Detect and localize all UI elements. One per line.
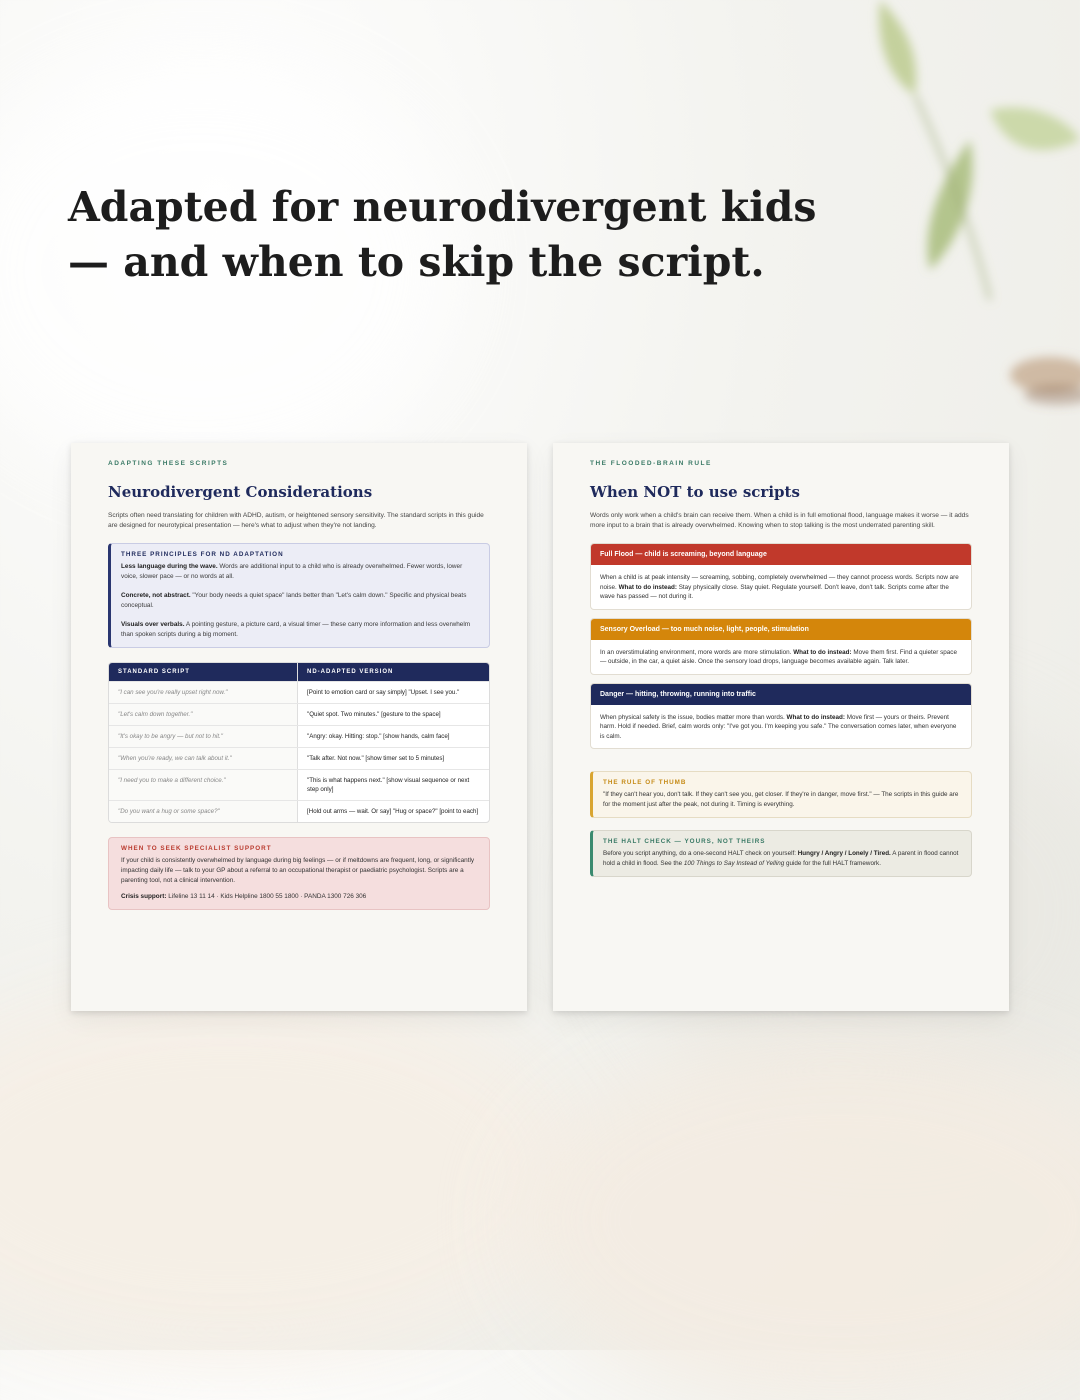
page-eyebrow: ADAPTING THESE SCRIPTS: [108, 460, 229, 467]
page-intro: Scripts often need translating for children with ADHD, autism, or heightened sensory sensitivity. The standard scripts in this guide are designed for neurotypical presentation — here's what to adjust when they're not landing.: [108, 512, 484, 529]
background-fabric: [0, 980, 580, 1360]
table-row: "Let's calm down together." "Quiet spot. Two minutes." [gesture to the space]: [109, 703, 489, 725]
rule-of-thumb-box: [590, 771, 972, 818]
headline: [68, 180, 828, 290]
flood-card-title: Sensory Overload — too much noise, light, people, stimulation: [591, 619, 971, 640]
script-comparison-table: [108, 662, 490, 823]
flood-card-body: When physical safety is the issue, bodies matter more than words. What to do instead: Move first — yours or theirs. Prevent harm. Hold if needed. Brief, calm words only: "I've got you. I'm keeping you safe." The conversation comes later, when everyone is calm.: [600, 713, 957, 740]
principles-box: [108, 543, 490, 648]
specialist-text: If your child is consistently overwhelmed by language during big feelings — or if meltdowns are frequent, long, or significantly impacting daily life — talk to your GP about a referral to an occupational therapist or paediatric psychologist. Scripts are a parenting tool, not a clinical intervention.: [121, 857, 475, 884]
headline-line-2: — and when to skip the script.: [68, 238, 765, 286]
principle-item: Concrete, not abstract. "Your body needs a quiet space" lands better than "Let's calm down." Specific and physical beats conceptual.: [121, 592, 467, 609]
halt-check-box: [590, 830, 972, 877]
principles-title: THREE PRINCIPLES FOR ND ADAPTATION: [121, 551, 284, 558]
column-header: STANDARD SCRIPT: [109, 663, 298, 681]
page-intro: Words only work when a child's brain can receive them. When a child is in full emotional flood, language makes it worse — it adds more input to a brain that is already overwhelmed. Knowing when to stop talking is the most underrated parenting skill.: [590, 512, 969, 529]
page-eyebrow: THE FLOODED-BRAIN RULE: [590, 460, 712, 467]
flood-card-sensory-overload: [590, 618, 972, 675]
principle-item: Less language during the wave. Words are additional input to a child who is already overwhelmed. Fewer words, lower voice, slower pace — or no words at all.: [121, 563, 463, 580]
rule-text: "If they can't hear you, don't talk. If they can't see you, get closer. If they're in danger, move first." — The scripts in this guide are for the moment just after the peak, not during it. Timing is everything.: [603, 791, 959, 808]
page-neurodivergent-considerations: [71, 443, 527, 1011]
table-row: "I need you to make a different choice." "This is what happens next." [show visual sequence or next step only]: [109, 769, 489, 800]
rule-title: THE RULE OF THUMB: [603, 779, 687, 786]
background-fabric: [520, 1040, 1080, 1400]
table-row: "When you're ready, we can talk about it." "Talk after. Not now." [show timer set to 5 minutes]: [109, 747, 489, 769]
headline-line-1: Adapted for neurodivergent kids: [68, 183, 817, 231]
flood-card-danger: [590, 683, 972, 750]
principle-item: Visuals over verbals. A pointing gesture, a picture card, a visual timer — these carry more information and less overwhelm than spoken scripts during a big moment.: [121, 621, 471, 638]
flood-card-title: Full Flood — child is screaming, beyond language: [591, 544, 971, 565]
halt-text: Before you script anything, do a one-second HALT check on yourself: Hungry / Angry / Lonely / Tired. A parent in flood cannot hold a child in flood. See the 100 Things to Say Instead of Yelling guide for the full HALT framework.: [603, 850, 959, 867]
specialist-title: WHEN TO SEEK SPECIALIST SUPPORT: [121, 845, 272, 852]
flood-card-body: In an overstimulating environment, more words are more stimulation. What to do instead: Move them first. Find a quieter space — outside, in the car, a quiet aisle. Once the sensory load drops, language becomes available again. Talk later.: [600, 648, 957, 665]
plant-decoration: [820, 0, 1080, 420]
table-row: "Do you want a hug or some space?" [Hold out arms — wait. Or say] "Hug or space?" [point to each]: [109, 800, 489, 822]
table-row: "It's okay to be angry — but not to hit." "Angry: okay. Hitting: stop." [show hands, calm face]: [109, 725, 489, 747]
flood-card-full-flood: [590, 543, 972, 610]
halt-title: THE HALT CHECK — YOURS, NOT THEIRS: [603, 838, 766, 845]
table-row: "I can see you're really upset right now." [Point to emotion card or say simply] "Upset. I see you.": [109, 681, 489, 703]
crisis-support: Crisis support: Lifeline 13 11 14 · Kids Helpline 1800 55 1800 · PANDA 1300 726 306: [121, 893, 367, 900]
specialist-support-box: [108, 837, 490, 910]
table-header: [109, 663, 489, 681]
page-when-not-to-use-scripts: [553, 443, 1009, 1011]
page-title: When NOT to use scripts: [590, 483, 800, 501]
flood-card-body: When a child is at peak intensity — screaming, sobbing, completely overwhelmed — they cannot process words. Scripts now are noise. What to do instead: Stay physically close. Stay quiet. Regulate yourself. Don't leave, don't talk. Scripts come after the wave has passed — not during it.: [600, 574, 959, 600]
column-header: ND-ADAPTED VERSION: [307, 669, 394, 675]
flood-card-title: Danger — hitting, throwing, running into traffic: [591, 684, 971, 705]
page-title: Neurodivergent Considerations: [108, 483, 373, 501]
